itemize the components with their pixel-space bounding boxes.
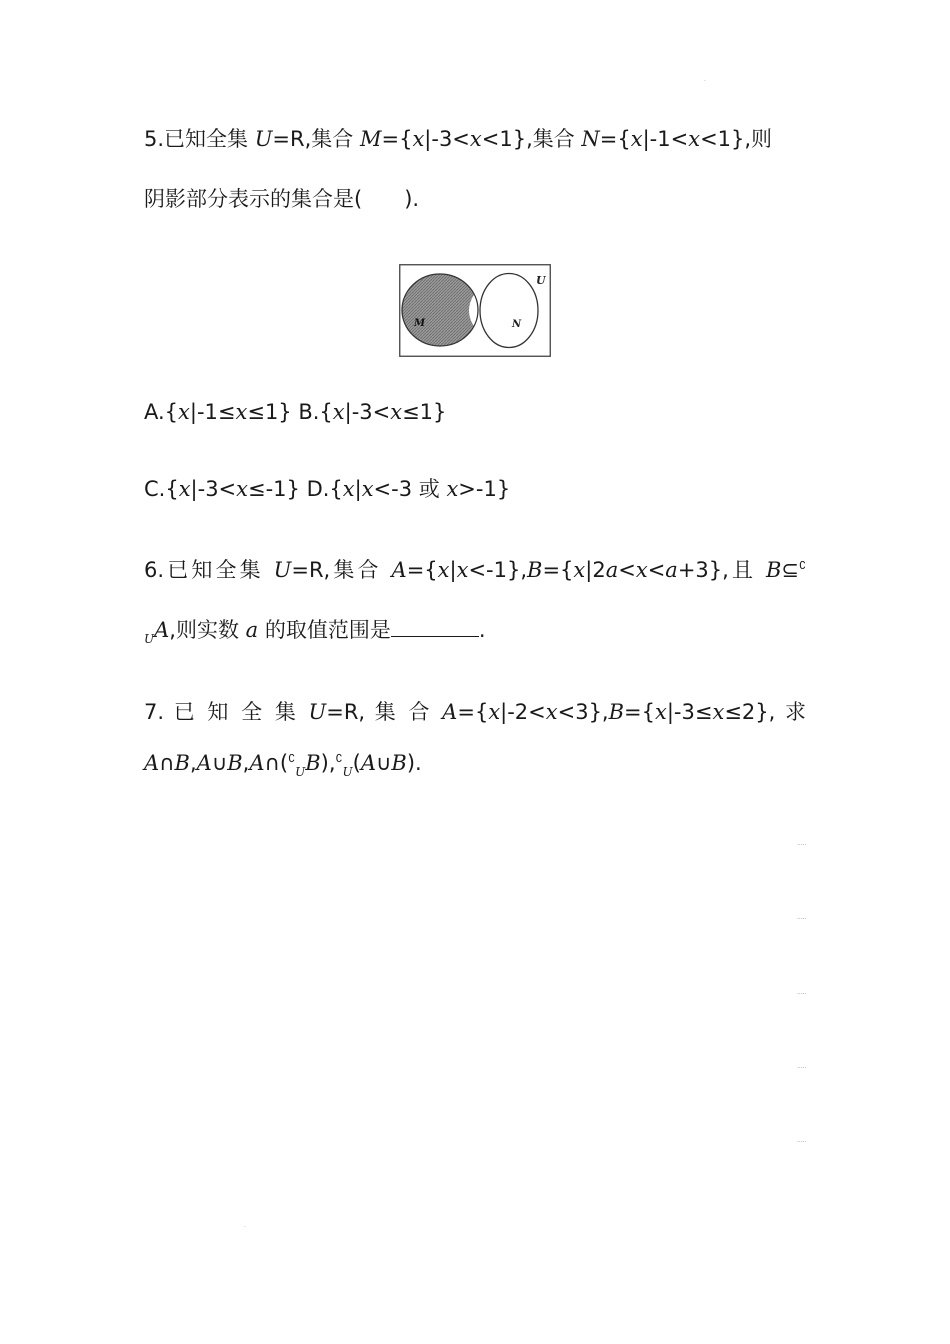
complement-symbol: ∁	[335, 752, 343, 765]
math-symbol: x	[545, 700, 558, 724]
text-run: ∩(	[264, 751, 289, 775]
math-symbol: x	[655, 700, 667, 724]
text-run: |	[354, 477, 362, 501]
text-run: |-1<	[642, 127, 689, 151]
math-symbol: x	[178, 477, 191, 501]
math-symbol: x	[688, 127, 701, 151]
math-symbol: x	[573, 558, 586, 582]
text-run: ={	[406, 558, 438, 582]
text-run: =R,集合	[291, 558, 392, 582]
math-symbol: A	[154, 618, 170, 642]
text-run: ={	[381, 127, 413, 151]
text-run: |-3≤	[666, 700, 713, 724]
math-symbol: U	[308, 700, 327, 724]
label-m: M	[414, 318, 426, 329]
math-symbol: x	[236, 477, 248, 501]
q5-options-cd	[144, 474, 510, 504]
math-symbol: x	[488, 700, 501, 724]
q5-line2	[144, 184, 419, 214]
math-symbol: x	[361, 477, 374, 501]
text-run: ∪	[211, 751, 228, 775]
math-symbol: A	[391, 558, 407, 582]
text-run: ,则实数	[169, 618, 246, 642]
text-run: ),	[320, 751, 336, 775]
math-symbol: x	[390, 400, 403, 424]
text-run: <	[647, 558, 666, 582]
math-symbol: x	[235, 400, 248, 424]
text-run: |-3<	[344, 400, 391, 424]
math-symbol: B	[608, 700, 625, 724]
math-symbol: A	[360, 751, 377, 775]
math-symbol: A	[196, 751, 212, 775]
math-symbol: x	[342, 477, 355, 501]
corner-mark-bottom: .	[244, 1222, 246, 1229]
margin-mark: .....	[797, 914, 807, 921]
text-run: C.{	[144, 477, 179, 501]
text-run: .	[478, 618, 486, 642]
text-run: |2	[585, 558, 606, 582]
math-symbol: x	[178, 400, 190, 424]
math-symbol: x	[446, 477, 459, 501]
label-u: U	[536, 274, 546, 287]
text-run: ≤1} B.{	[247, 400, 333, 424]
text-run: |-3<	[190, 477, 237, 501]
text-run: 6.已知全集	[144, 558, 274, 582]
text-run: |	[449, 558, 457, 582]
corner-mark-top: .	[704, 76, 706, 83]
math-symbol: x	[437, 558, 450, 582]
math-symbol: B	[391, 751, 407, 775]
q7-line1	[144, 697, 806, 727]
math-symbol: A	[442, 700, 458, 724]
complement-symbol: ∁	[799, 559, 807, 572]
text-run: <1},则	[700, 127, 773, 151]
margin-mark: .....	[797, 1063, 807, 1070]
math-symbol: B	[527, 558, 543, 582]
text-run: A.{	[144, 400, 179, 424]
text-run: |-3<	[424, 127, 470, 151]
q6-line2	[144, 615, 486, 648]
text-run: ).	[406, 751, 422, 775]
math-subscript: U	[342, 765, 353, 779]
margin-mark: .....	[797, 840, 807, 847]
text-run: ={	[542, 558, 574, 582]
text-run: 的取值范围是	[258, 618, 391, 642]
text-run: ={	[599, 127, 631, 151]
math-symbol: U	[254, 127, 273, 151]
math-symbol: a	[665, 558, 678, 582]
math-symbol: x	[635, 558, 648, 582]
math-symbol: x	[712, 700, 725, 724]
q5-options-ab	[144, 397, 446, 427]
text-run: ,	[189, 751, 197, 775]
text-run: 7. 已 知 全 集	[144, 700, 309, 724]
q5-stem-end: ).	[404, 187, 420, 211]
text-run: =R, 集 合	[326, 700, 443, 724]
margin-mark: .....	[797, 989, 807, 996]
text-run: ≤1}	[402, 400, 447, 424]
math-symbol: M	[359, 127, 382, 151]
text-run: ≤2}, 求	[724, 700, 806, 724]
math-symbol: x	[332, 400, 345, 424]
text-run: ={	[624, 700, 656, 724]
math-symbol: A	[249, 751, 265, 775]
text-run: ,	[242, 751, 250, 775]
margin-mark: .....	[797, 1137, 807, 1144]
text-run: +3},且	[677, 558, 766, 582]
text-run: <3},	[557, 700, 609, 724]
text-run: (	[352, 751, 361, 775]
q5-line1	[144, 124, 772, 154]
math-symbol: N	[581, 127, 600, 151]
answer-blank	[391, 616, 479, 637]
math-symbol: A	[144, 751, 160, 775]
math-symbol: B	[227, 751, 243, 775]
q6-line1	[144, 555, 806, 589]
math-symbol: x	[469, 127, 482, 151]
text-run: <-1},	[468, 558, 528, 582]
text-run: |-1≤	[189, 400, 236, 424]
label-n: N	[512, 319, 522, 330]
q7-line2	[144, 748, 422, 782]
text-run: 5.已知全集	[144, 127, 255, 151]
text-run: >-1}	[458, 477, 511, 501]
text-run: ∪	[376, 751, 392, 775]
math-symbol: B	[305, 751, 321, 775]
text-run: <-3 或	[373, 477, 447, 501]
text-run: <	[618, 558, 636, 582]
text-run: <1},集合	[481, 127, 582, 151]
text-run: ∩	[159, 751, 175, 775]
math-symbol: x	[456, 558, 469, 582]
math-subscript: U	[144, 632, 155, 646]
text-run: =R,集合	[272, 127, 360, 151]
math-symbol: x	[412, 127, 425, 151]
text-run: ≤-1} D.{	[248, 477, 343, 501]
text-run: |-2<	[500, 700, 546, 724]
math-symbol: x	[630, 127, 643, 151]
math-symbol: a	[605, 558, 619, 582]
text-run: ⊆	[781, 558, 800, 582]
q5-stem-text: 阴影部分表示的集合是(	[144, 187, 363, 211]
math-subscript: U	[295, 765, 306, 779]
venn-diagram	[399, 264, 551, 357]
text-run: ={	[457, 700, 489, 724]
math-symbol: a	[245, 618, 259, 642]
complement-symbol: ∁	[288, 752, 296, 765]
math-symbol: B	[765, 558, 782, 582]
math-symbol: B	[174, 751, 190, 775]
math-symbol: U	[273, 558, 292, 582]
